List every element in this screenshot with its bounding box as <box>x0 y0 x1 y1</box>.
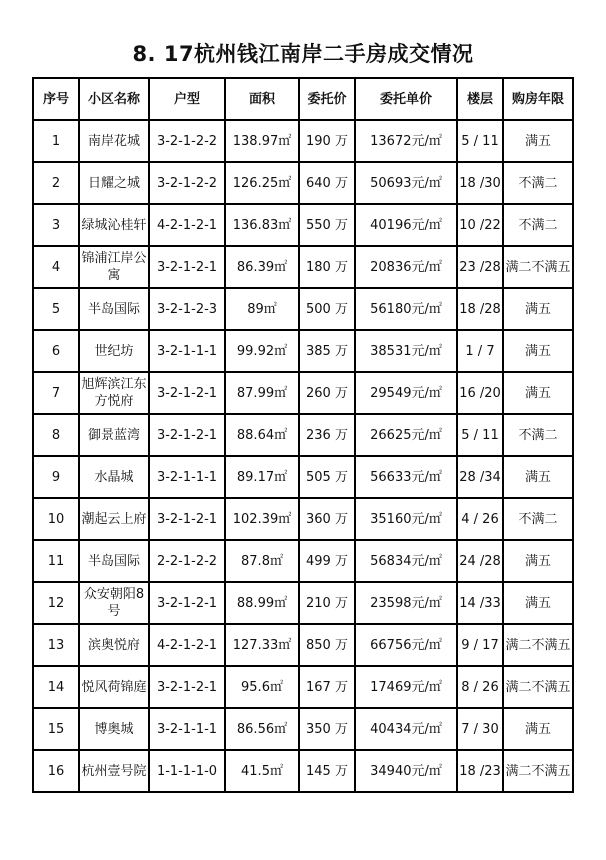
floor-cell: 10 /22 <box>457 204 503 246</box>
header-price: 委托价 <box>299 78 355 120</box>
table-row <box>33 372 573 414</box>
floor-cell: 1 / 7 <box>457 330 503 372</box>
floor-cell: 5 / 11 <box>457 120 503 162</box>
table-row <box>33 330 573 372</box>
index-cell: 13 <box>33 624 79 666</box>
price-cell: 190 万 <box>299 120 355 162</box>
price-cell: 180 万 <box>299 246 355 288</box>
table-row <box>33 498 573 540</box>
community-cell: 杭州壹号院 <box>79 750 149 792</box>
unit-price-cell: 20836元/㎡ <box>355 246 457 288</box>
unit-price-cell: 35160元/㎡ <box>355 498 457 540</box>
layout-cell: 2-2-1-2-2 <box>149 540 225 582</box>
area-cell: 88.64㎡ <box>225 414 299 456</box>
header-layout: 户型 <box>149 78 225 120</box>
ownership-years-cell: 满二不满五 <box>503 246 573 288</box>
header-community: 小区名称 <box>79 78 149 120</box>
layout-cell: 4-2-1-2-1 <box>149 204 225 246</box>
layout-cell: 3-2-1-1-1 <box>149 330 225 372</box>
index-cell: 16 <box>33 750 79 792</box>
area-cell: 88.99㎡ <box>225 582 299 624</box>
ownership-years-cell: 满五 <box>503 288 573 330</box>
unit-price-cell: 66756元/㎡ <box>355 624 457 666</box>
ownership-years-cell: 满五 <box>503 372 573 414</box>
index-cell: 1 <box>33 120 79 162</box>
ownership-years-cell: 不满二 <box>503 204 573 246</box>
price-cell: 360 万 <box>299 498 355 540</box>
unit-price-cell: 56633元/㎡ <box>355 456 457 498</box>
layout-cell: 3-2-1-2-1 <box>149 414 225 456</box>
ownership-years-cell: 满二不满五 <box>503 750 573 792</box>
community-cell: 悦风荷锦庭 <box>79 666 149 708</box>
area-cell: 126.25㎡ <box>225 162 299 204</box>
unit-price-cell: 50693元/㎡ <box>355 162 457 204</box>
floor-cell: 8 / 26 <box>457 666 503 708</box>
ownership-years-cell: 满二不满五 <box>503 624 573 666</box>
index-cell: 9 <box>33 456 79 498</box>
community-cell: 绿城沁桂轩 <box>79 204 149 246</box>
ownership-years-cell: 满五 <box>503 456 573 498</box>
area-cell: 136.83㎡ <box>225 204 299 246</box>
price-cell: 499 万 <box>299 540 355 582</box>
index-cell: 8 <box>33 414 79 456</box>
area-cell: 127.33㎡ <box>225 624 299 666</box>
layout-cell: 3-2-1-2-1 <box>149 666 225 708</box>
unit-price-cell: 56180元/㎡ <box>355 288 457 330</box>
header-area: 面积 <box>225 78 299 120</box>
ownership-years-cell: 满五 <box>503 540 573 582</box>
community-cell: 御景蓝湾 <box>79 414 149 456</box>
layout-cell: 1-1-1-1-0 <box>149 750 225 792</box>
layout-cell: 3-2-1-1-1 <box>149 456 225 498</box>
floor-cell: 18 /28 <box>457 288 503 330</box>
community-cell: 世纪坊 <box>79 330 149 372</box>
price-cell: 350 万 <box>299 708 355 750</box>
header-ownership-years: 购房年限 <box>503 78 573 120</box>
community-cell: 南岸花城 <box>79 120 149 162</box>
layout-cell: 3-2-1-2-2 <box>149 120 225 162</box>
price-cell: 236 万 <box>299 414 355 456</box>
price-cell: 385 万 <box>299 330 355 372</box>
table-row <box>33 246 573 288</box>
ownership-years-cell: 不满二 <box>503 162 573 204</box>
layout-cell: 3-2-1-2-1 <box>149 582 225 624</box>
ownership-years-cell: 满二不满五 <box>503 666 573 708</box>
unit-price-cell: 56834元/㎡ <box>355 540 457 582</box>
table-row <box>33 120 573 162</box>
price-cell: 260 万 <box>299 372 355 414</box>
unit-price-cell: 17469元/㎡ <box>355 666 457 708</box>
header-floor: 楼层 <box>457 78 503 120</box>
floor-cell: 14 /33 <box>457 582 503 624</box>
unit-price-cell: 13672元/㎡ <box>355 120 457 162</box>
index-cell: 11 <box>33 540 79 582</box>
area-cell: 41.5㎡ <box>225 750 299 792</box>
layout-cell: 3-2-1-2-2 <box>149 162 225 204</box>
area-cell: 99.92㎡ <box>225 330 299 372</box>
unit-price-cell: 40434元/㎡ <box>355 708 457 750</box>
price-cell: 145 万 <box>299 750 355 792</box>
page-title: 8. 17杭州钱江南岸二手房成交情况 <box>132 42 474 66</box>
index-cell: 7 <box>33 372 79 414</box>
unit-price-cell: 26625元/㎡ <box>355 414 457 456</box>
floor-cell: 5 / 11 <box>457 414 503 456</box>
community-cell: 半岛国际 <box>79 288 149 330</box>
floor-cell: 23 /28 <box>457 246 503 288</box>
layout-cell: 3-2-1-2-1 <box>149 372 225 414</box>
table-row <box>33 708 573 750</box>
community-cell: 旭辉滨江东方悦府 <box>79 372 149 414</box>
ownership-years-cell: 满五 <box>503 120 573 162</box>
table-row <box>33 666 573 708</box>
index-cell: 12 <box>33 582 79 624</box>
community-cell: 水晶城 <box>79 456 149 498</box>
area-cell: 87.99㎡ <box>225 372 299 414</box>
table-row <box>33 750 573 792</box>
community-cell: 博奥城 <box>79 708 149 750</box>
floor-cell: 16 /20 <box>457 372 503 414</box>
price-cell: 505 万 <box>299 456 355 498</box>
table-row <box>33 288 573 330</box>
price-cell: 210 万 <box>299 582 355 624</box>
floor-cell: 9 / 17 <box>457 624 503 666</box>
community-cell: 半岛国际 <box>79 540 149 582</box>
community-cell: 日耀之城 <box>79 162 149 204</box>
index-cell: 2 <box>33 162 79 204</box>
ownership-years-cell: 满五 <box>503 582 573 624</box>
ownership-years-cell: 满五 <box>503 708 573 750</box>
table-row <box>33 540 573 582</box>
price-cell: 850 万 <box>299 624 355 666</box>
area-cell: 95.6㎡ <box>225 666 299 708</box>
ownership-years-cell: 不满二 <box>503 414 573 456</box>
table-body <box>33 120 573 792</box>
index-cell: 15 <box>33 708 79 750</box>
table-row <box>33 624 573 666</box>
unit-price-cell: 40196元/㎡ <box>355 204 457 246</box>
floor-cell: 4 / 26 <box>457 498 503 540</box>
floor-cell: 24 /28 <box>457 540 503 582</box>
floor-cell: 18 /23 <box>457 750 503 792</box>
index-cell: 6 <box>33 330 79 372</box>
index-cell: 4 <box>33 246 79 288</box>
table-row <box>33 204 573 246</box>
header-index: 序号 <box>33 78 79 120</box>
unit-price-cell: 23598元/㎡ <box>355 582 457 624</box>
area-cell: 102.39㎡ <box>225 498 299 540</box>
community-cell: 众安朝阳8号 <box>79 582 149 624</box>
unit-price-cell: 34940元/㎡ <box>355 750 457 792</box>
price-cell: 640 万 <box>299 162 355 204</box>
layout-cell: 3-2-1-2-1 <box>149 498 225 540</box>
price-cell: 550 万 <box>299 204 355 246</box>
transaction-table <box>32 77 574 793</box>
index-cell: 3 <box>33 204 79 246</box>
area-cell: 86.39㎡ <box>225 246 299 288</box>
floor-cell: 28 /34 <box>457 456 503 498</box>
community-cell: 潮起云上府 <box>79 498 149 540</box>
ownership-years-cell: 满五 <box>503 330 573 372</box>
table-row <box>33 456 573 498</box>
table-row <box>33 162 573 204</box>
header-row <box>33 78 573 120</box>
community-cell: 锦浦江岸公寓 <box>79 246 149 288</box>
unit-price-cell: 29549元/㎡ <box>355 372 457 414</box>
price-cell: 167 万 <box>299 666 355 708</box>
table-row <box>33 582 573 624</box>
area-cell: 89.17㎡ <box>225 456 299 498</box>
area-cell: 89㎡ <box>225 288 299 330</box>
table-row <box>33 414 573 456</box>
index-cell: 5 <box>33 288 79 330</box>
area-cell: 87.8㎡ <box>225 540 299 582</box>
layout-cell: 3-2-1-2-1 <box>149 246 225 288</box>
ownership-years-cell: 不满二 <box>503 498 573 540</box>
layout-cell: 3-2-1-2-3 <box>149 288 225 330</box>
index-cell: 14 <box>33 666 79 708</box>
area-cell: 86.56㎡ <box>225 708 299 750</box>
floor-cell: 18 /30 <box>457 162 503 204</box>
index-cell: 10 <box>33 498 79 540</box>
floor-cell: 7 / 30 <box>457 708 503 750</box>
area-cell: 138.97㎡ <box>225 120 299 162</box>
layout-cell: 3-2-1-1-1 <box>149 708 225 750</box>
price-cell: 500 万 <box>299 288 355 330</box>
layout-cell: 4-2-1-2-1 <box>149 624 225 666</box>
header-unit-price: 委托单价 <box>355 78 457 120</box>
community-cell: 滨奥悦府 <box>79 624 149 666</box>
unit-price-cell: 38531元/㎡ <box>355 330 457 372</box>
